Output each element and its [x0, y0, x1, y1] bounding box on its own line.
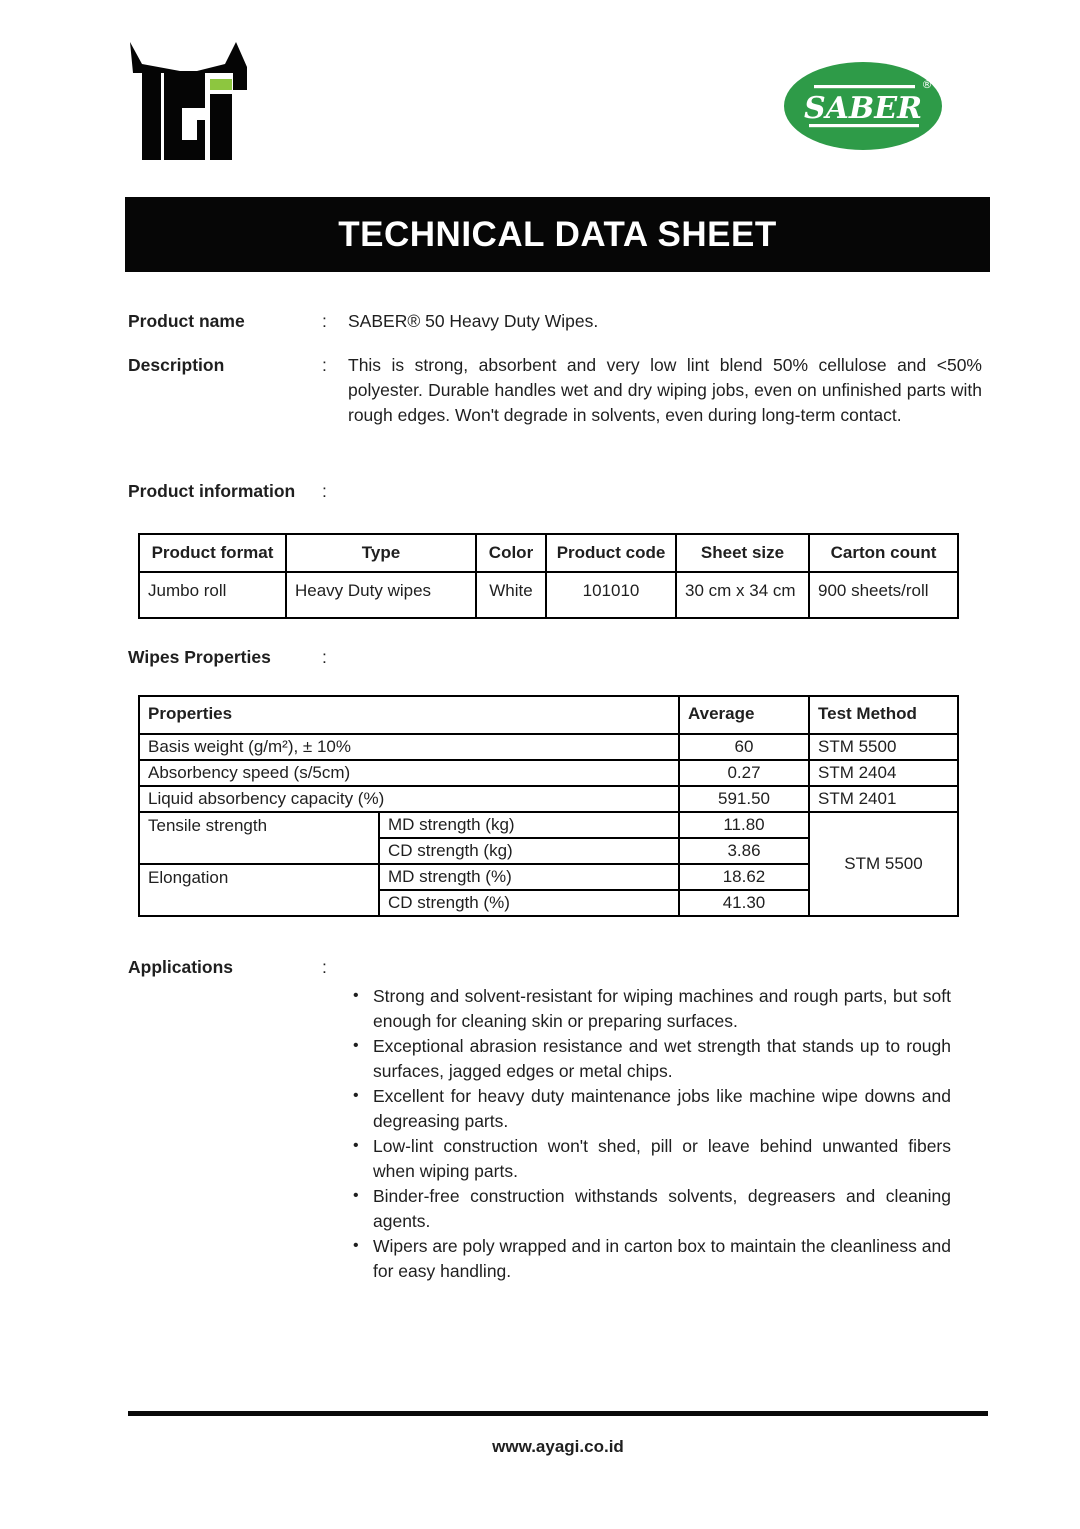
tgi-logo — [130, 42, 247, 160]
cell-property: Liquid absorbency capacity (%) — [139, 786, 679, 812]
description-label: Description — [128, 355, 225, 375]
cell-property: Absorbency speed (s/5cm) — [139, 760, 679, 786]
table-row — [139, 812, 958, 838]
cell-carton-count: 900 sheets/roll — [809, 572, 958, 618]
colon-separator: : — [322, 355, 327, 375]
cell-product-code: 101010 — [546, 572, 676, 618]
cell-subproperty: MD strength (kg) — [379, 812, 679, 838]
colon-separator: : — [322, 647, 327, 667]
bullet-text: Wipers are poly wrapped and in carton box to maintain the cleanliness and for easy handling. — [373, 1236, 951, 1281]
bullet-icon: • — [353, 1037, 359, 1054]
cell-type: Heavy Duty wipes — [286, 572, 476, 618]
cell-average: 18.62 — [679, 864, 809, 890]
bullet-icon: • — [353, 1087, 359, 1104]
column-header-product-code: Product code — [546, 534, 676, 572]
colon-separator: : — [322, 481, 327, 501]
column-header-average: Average — [679, 696, 809, 734]
cell-property-group-elongation: Elongation — [139, 864, 379, 916]
list-item — [345, 1234, 951, 1284]
description-row — [128, 353, 982, 428]
saber-brand-logo — [783, 61, 943, 151]
list-item — [345, 1034, 951, 1084]
saber-top-rule — [814, 85, 915, 88]
product-name-value: SABER® 50 Heavy Duty Wipes. — [348, 311, 599, 331]
column-header-product-format: Product format — [139, 534, 286, 572]
tgi-green-accent — [210, 79, 232, 90]
cell-subproperty: MD strength (%) — [379, 864, 679, 890]
bullet-text: Low-lint construction won't shed, pill or leave behind unwanted fibers when wiping parts. — [373, 1136, 951, 1181]
section-label: Applications — [128, 957, 234, 977]
cell-average: 3.86 — [679, 838, 809, 864]
cell-test-method: STM 2404 — [809, 760, 958, 786]
column-header-test-method: Test Method — [809, 696, 958, 734]
footer-website-url: www.ayagi.co.id — [492, 1437, 624, 1456]
tgi-letter-t-stem — [142, 73, 161, 160]
tgi-letter-g-slot — [182, 108, 197, 140]
applications-bullet-list — [345, 984, 951, 1284]
list-item — [345, 1084, 951, 1134]
column-header-type: Type — [286, 534, 476, 572]
column-header-sheet-size: Sheet size — [676, 534, 809, 572]
saber-wordmark: SABER — [803, 91, 923, 126]
cell-subproperty: CD strength (kg) — [379, 838, 679, 864]
list-item — [345, 1134, 951, 1184]
section-label: Wipes Properties — [128, 647, 271, 667]
column-header-color: Color — [476, 534, 546, 572]
cell-average: 0.27 — [679, 760, 809, 786]
page-title: TECHNICAL DATA SHEET — [338, 214, 777, 254]
column-header-carton-count: Carton count — [809, 534, 958, 572]
product-name-row — [128, 309, 982, 334]
cell-average: 11.80 — [679, 812, 809, 838]
table-row — [139, 572, 958, 618]
saber-registered-mark: ® — [921, 78, 933, 91]
wipes-properties-table — [138, 695, 959, 917]
footer-divider — [128, 1411, 988, 1416]
product-information-heading — [128, 479, 982, 504]
cell-test-method-merged: STM 5500 — [809, 812, 958, 916]
tgi-letter-i-stem — [210, 94, 232, 160]
cell-product-format: Jumbo roll — [139, 572, 286, 618]
table-row — [139, 786, 958, 812]
cell-color: White — [476, 572, 546, 618]
column-header-properties: Properties — [139, 696, 679, 734]
cell-average: 41.30 — [679, 890, 809, 916]
bullet-text: Excellent for heavy duty maintenance jobs like machine wipe downs and degreasing parts. — [373, 1086, 951, 1131]
colon-separator: : — [322, 311, 327, 331]
table-row — [139, 734, 958, 760]
list-item — [345, 984, 951, 1034]
cell-sheet-size: 30 cm x 34 cm — [676, 572, 809, 618]
cell-subproperty: CD strength (%) — [379, 890, 679, 916]
table-row — [139, 760, 958, 786]
bullet-text: Binder-free construction withstands solvents, degreasers and cleaning agents. — [373, 1186, 951, 1231]
cell-property: Basis weight (g/m²), ± 10% — [139, 734, 679, 760]
bullet-text: Strong and solvent-resistant for wiping machines and rough parts, but soft enough for cleaning skin or preparing surfaces. — [373, 986, 951, 1031]
section-label: Product information — [128, 481, 296, 501]
table-header-row — [139, 534, 958, 572]
bullet-icon: • — [353, 1237, 359, 1254]
product-information-table — [138, 533, 959, 619]
product-name-label: Product name — [128, 311, 245, 331]
description-value: This is strong, absorbent and very low lint blend 50% cellulose and <50% polyester. Durable handles wet and dry wiping jobs, even on unfinished parts with rough edges. Won't degrade in solvents, even during long-term contact. — [348, 355, 982, 425]
bullet-icon: • — [353, 1137, 359, 1154]
cell-average: 60 — [679, 734, 809, 760]
cell-test-method: STM 5500 — [809, 734, 958, 760]
cell-property-group-tensile-strength: Tensile strength — [139, 812, 379, 864]
bullet-icon: • — [353, 987, 359, 1004]
cell-test-method: STM 2401 — [809, 786, 958, 812]
bullet-text: Exceptional abrasion resistance and wet strength that stands up to rough surfaces, jagged edges or metal chips. — [373, 1036, 951, 1081]
cell-average: 591.50 — [679, 786, 809, 812]
table-header-row — [139, 696, 958, 734]
wipes-properties-heading — [128, 645, 982, 670]
title-banner — [125, 197, 990, 272]
list-item — [345, 1184, 951, 1234]
applications-heading — [128, 955, 982, 980]
bullet-icon: • — [353, 1187, 359, 1204]
colon-separator: : — [322, 957, 327, 977]
